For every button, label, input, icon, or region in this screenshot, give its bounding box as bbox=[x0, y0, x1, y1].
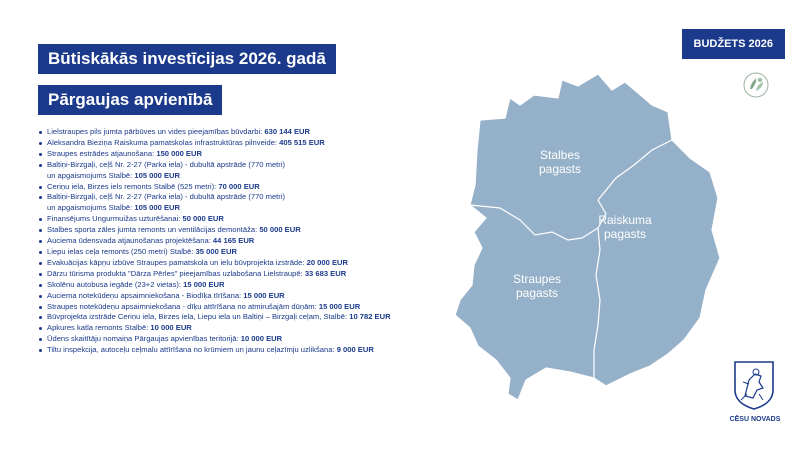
raiskuma-label: Raiskuma pagasts bbox=[598, 213, 652, 241]
investment-text: Finansējums Ungurmuižas uzturēšanai: bbox=[47, 214, 183, 224]
leaf-logo-icon bbox=[743, 72, 769, 98]
stalbes-label: Stalbes pagasts bbox=[538, 148, 582, 176]
investment-amount: 630 144 EUR bbox=[264, 127, 310, 136]
budget-badge: BUDŽETS 2026 bbox=[682, 29, 785, 59]
investment-text: Ceriņu iela, Birzes iels remonts Stalbē (525 metri): bbox=[47, 181, 219, 191]
investment-amount: 20 000 EUR bbox=[306, 257, 348, 267]
investment-amount: 50 000 EUR bbox=[182, 214, 224, 224]
investment-amount: 15 000 EUR bbox=[183, 279, 225, 289]
investment-text: Būvprojekta izstrāde Ceriņu iela, Birzes iela, Liepu iela un Baltiņi – Birzgaļi ceļam, Stalbē: bbox=[47, 312, 350, 322]
investment-text: Skolēnu autobusa iegāde (23+2 vietas): bbox=[47, 279, 184, 289]
investment-amount: 70 000 EUR bbox=[218, 181, 260, 191]
investment-amount: 405 515 EUR bbox=[279, 137, 325, 147]
investment-text-continued: un apgaismojums Stalbē: 105 000 EUR bbox=[47, 203, 180, 213]
region-map bbox=[400, 60, 740, 450]
investment-amount: 105 000 EUR bbox=[134, 170, 180, 180]
cesu-novads-label: CĒSU NOVADS bbox=[729, 416, 781, 423]
investment-text: Tiltu inspekcija, autoceļu ceļmalu attīrīšana no krūmiem un jaunu ceļazīmju uzlikšana: bbox=[47, 345, 337, 355]
investment-text: Straupes notekūdeņu apsaimniekošana - dīķu attīrīšana no atmirušajām dūņām: bbox=[47, 301, 319, 311]
cesu-novads-crest-icon bbox=[733, 360, 775, 410]
investment-amount: 150 000 EUR bbox=[156, 148, 202, 158]
investment-amount: 10 000 EUR bbox=[240, 334, 283, 344]
investment-amount: 15 000 EUR bbox=[243, 290, 285, 300]
map-outline bbox=[455, 74, 720, 400]
investment-text: Auciema notekūdeņu apsaimniekošana - Biodīķa tīrīšana: bbox=[47, 290, 244, 300]
investment-amount: 50 000 EUR bbox=[259, 225, 301, 235]
investment-text: Dārzu tūrisma produkta "Dārza Pērles" pieejamības uzlabošana Lielstraupē: bbox=[47, 268, 305, 278]
investment-text: Liepu ielas ceļa remonts (250 metri) Stalbē: bbox=[47, 246, 196, 256]
investment-amount: 35 000 EUR bbox=[195, 246, 237, 256]
investment-text: Stalbes sporta zāles jumta remonts un ventilācijas demontāža: bbox=[47, 225, 260, 235]
investment-amount: 10 782 EUR bbox=[349, 312, 391, 322]
investment-amount: 33 683 EUR bbox=[304, 268, 347, 278]
page-title: Būtiskākās investīcijas 2026. gadā bbox=[38, 44, 336, 74]
investment-text: Baltiņi-Birzgaļi, ceļš Nr. 2-27 (Parka iela) - dubultā apstrāde (770 metri) bbox=[47, 192, 286, 202]
investment-text: Evakuācijas kāpņu izbūve Straupes pamatskola un ielu būvprojekta izstrāde: bbox=[47, 257, 307, 267]
investment-text: Auciema ūdensvada atjaunošanas projektēšana: bbox=[47, 236, 213, 246]
investment-text: Ūdens skaitītāju nomaiņa Pārgaujas apvienības teritorijā: bbox=[47, 334, 241, 344]
straupes-label: Straupes pagasts bbox=[512, 272, 562, 300]
investment-amount: 44 165 EUR bbox=[212, 236, 255, 246]
investment-amount: 105 000 EUR bbox=[134, 203, 180, 213]
investment-amount: 10 000 EUR bbox=[150, 323, 192, 333]
investment-amount: 9 000 EUR bbox=[336, 345, 374, 355]
investment-text: Baltiņi-Birzgaļi, ceļš Nr. 2-27 (Parka iela) - dubultā apstrāde (770 metri) bbox=[47, 159, 286, 169]
investment-text: Lielstraupes pils jumta pārbūves un vides pieejamības būvdarbi: bbox=[47, 127, 265, 136]
page-subtitle: Pārgaujas apvienībā bbox=[38, 85, 222, 115]
investment-text-continued: un apgaismojums Stalbē: 105 000 EUR bbox=[47, 170, 180, 180]
investment-text: Straupes estrādes atjaunošana: bbox=[47, 148, 157, 158]
investment-text: Aleksandra Bieziņa Raiskuma pamatskolas infrastruktūras pilnveide: bbox=[47, 137, 280, 147]
investment-text: Apkures katla remonts Stalbē: bbox=[47, 323, 151, 333]
investment-amount: 15 000 EUR bbox=[318, 301, 361, 311]
